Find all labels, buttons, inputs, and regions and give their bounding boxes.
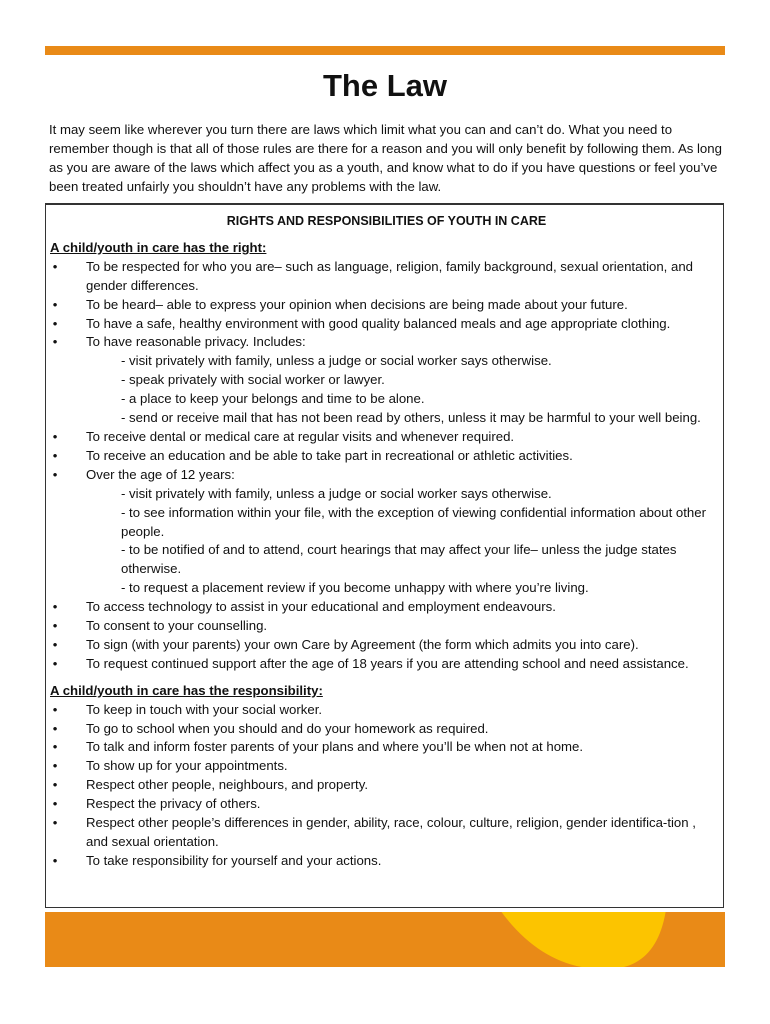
bullet-icon: •	[52, 777, 58, 793]
list-item	[50, 852, 723, 871]
list-item	[50, 258, 723, 296]
list-item-text: To be heard– able to express your opinion when decisions are being made about your future.	[86, 296, 628, 312]
sub-item: - to see information within your file, with the exception of viewing confidential information about other people.	[121, 504, 706, 539]
intro-paragraph: It may seem like wherever you turn there are laws which limit what you can and can’t do. What you need to remember though is that all of those rules are there for a reason and you will only benefit by following them. As long as you are aware of the laws which affect you as a youth, and know what to do if you have questions or feel you’ve been treated unfairly you shouldn’t have any problems with the law.	[49, 122, 722, 194]
bullet-icon: •	[52, 636, 58, 652]
bullet-icon: •	[52, 815, 58, 831]
sub-item: - speak privately with social worker or lawyer.	[121, 372, 385, 388]
bullet-icon: •	[52, 296, 58, 312]
sun-shape	[500, 912, 667, 967]
sub-item: - a place to keep your belongs and time to be alone.	[121, 391, 425, 407]
bullet-icon: •	[52, 796, 58, 812]
bullet-icon: •	[52, 447, 58, 463]
rights-heading: A child/youth in care has the right:	[50, 239, 267, 255]
list-item-text: To have a safe, healthy environment with good quality balanced meals and age appropriate clothing.	[86, 315, 671, 331]
list-item-text: To receive dental or medical care at regular visits and whenever required.	[86, 428, 515, 444]
bullet-icon: •	[52, 599, 58, 615]
bullet-icon: •	[52, 258, 58, 274]
bullet-icon: •	[52, 428, 58, 444]
list-item	[50, 315, 723, 334]
bullet-icon: •	[52, 720, 58, 736]
list-item	[50, 333, 723, 352]
list-item	[50, 701, 723, 720]
list-item-text: To consent to your counselling.	[86, 618, 268, 634]
sub-item: - send or receive mail that has not been read by others, unless it may be harmful to your well being.	[121, 410, 701, 426]
list-item	[50, 598, 723, 617]
bullet-icon: •	[52, 618, 58, 634]
list-item	[50, 466, 723, 485]
list-item	[50, 720, 723, 739]
list-item	[50, 447, 723, 466]
list-item	[50, 655, 723, 674]
rights-box	[45, 203, 724, 908]
page-title: The Law	[322, 68, 447, 103]
bullet-icon: •	[52, 655, 58, 671]
responsibilities-heading: A child/youth in care has the responsibility:	[50, 682, 323, 698]
list-item-text: To take responsibility for yourself and your actions.	[86, 852, 382, 868]
list-item-text: To request continued support after the age of 18 years if you are attending school and need assistance.	[86, 655, 689, 671]
sub-item: - to be notified of and to attend, court hearings that may affect your life– unless the judge states otherwise.	[121, 542, 677, 577]
bullet-icon: •	[52, 852, 58, 868]
bullet-icon: •	[52, 701, 58, 717]
list-item	[50, 636, 723, 655]
list-item-text: To receive an education and be able to take part in recreational or athletic activities.	[86, 447, 573, 463]
list-item-text: Respect the privacy of others.	[86, 796, 261, 812]
list-item	[50, 814, 723, 852]
list-item-text: To be respected for who you are– such as language, religion, family background, sexual orientation, and gender differences.	[86, 258, 693, 293]
list-item-text: To go to school when you should and do your homework as required.	[86, 720, 489, 736]
list-item	[50, 617, 723, 636]
list-item-text: To access technology to assist in your educational and employment endeavours.	[86, 599, 556, 615]
bullet-icon: •	[52, 315, 58, 331]
list-item	[50, 757, 723, 776]
bullet-icon: •	[52, 758, 58, 774]
bullet-icon: •	[52, 739, 58, 755]
list-item	[50, 738, 723, 757]
list-item	[50, 428, 723, 447]
list-item-text: Respect other people’s differences in gender, ability, race, colour, culture, religion, gender identifica-tion , and sexual orientation.	[86, 815, 696, 849]
bullet-icon: •	[52, 334, 58, 350]
sub-item: - visit privately with family, unless a judge or social worker says otherwise.	[121, 353, 552, 369]
list-item-text: To keep in touch with your social worker.	[86, 701, 323, 717]
sub-item: - to request a placement review if you become unhappy with where you’re living.	[121, 580, 589, 596]
list-item-text: To show up for your appointments.	[86, 758, 288, 774]
list-item	[50, 776, 723, 795]
list-item-text: To talk and inform foster parents of your plans and where you’ll be when not at home.	[86, 739, 584, 755]
list-item	[50, 296, 723, 315]
bottom-accent-bar	[45, 912, 725, 967]
list-item-text: To sign (with your parents) your own Care by Agreement (the form which admits you into care).	[86, 636, 639, 652]
list-item	[50, 795, 723, 814]
list-item-text: Over the age of 12 years:	[86, 466, 235, 482]
sun-graphic	[45, 912, 725, 967]
list-item-text: Respect other people, neighbours, and property.	[86, 777, 369, 793]
rights-list	[50, 258, 723, 674]
list-item-text: To have reasonable privacy. Includes:	[86, 334, 306, 350]
bullet-icon: •	[52, 466, 58, 482]
responsibilities-list	[50, 701, 723, 871]
top-accent-bar	[45, 46, 725, 55]
sub-item: - visit privately with family, unless a judge or social worker says otherwise.	[121, 485, 552, 501]
box-title: RIGHTS AND RESPONSIBILITIES OF YOUTH IN CARE	[226, 214, 547, 228]
